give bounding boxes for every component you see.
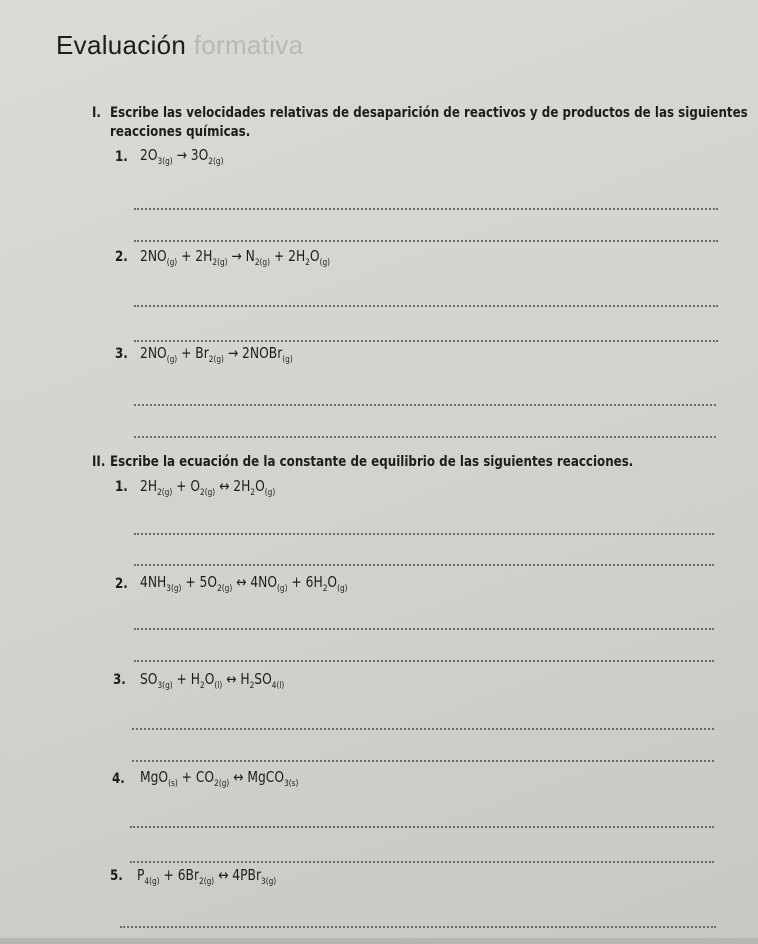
title-main: Evaluación xyxy=(56,30,187,60)
page-title xyxy=(56,30,303,61)
equation: $2NO_{(g)} + Br_{2(g)}$ → 2NOBr$_{(g)}$ xyxy=(140,344,293,365)
equation: $4NH_{3(g)} + 5O_{2(g)}$ ↔ $4NO_{(g)} + 6H_2O_{(g)}$ xyxy=(140,573,348,594)
item-number: 2. xyxy=(115,576,128,592)
answer-line[interactable] xyxy=(134,564,714,566)
title-faded: formativa xyxy=(193,30,304,60)
answer-line[interactable] xyxy=(134,436,716,438)
equation: $SO_{3(g)} + H_2O_{(l)}$ ↔ $H_2SO_{4(l)}$ xyxy=(140,670,285,691)
item-number: 4. xyxy=(112,771,125,787)
item-number: 3. xyxy=(113,672,126,688)
section-1-numeral: I. xyxy=(92,105,101,121)
answer-line[interactable] xyxy=(130,861,714,863)
item-number: 5. xyxy=(110,868,123,884)
answer-line[interactable] xyxy=(120,926,716,928)
answer-line[interactable] xyxy=(132,728,714,730)
answer-line[interactable] xyxy=(134,240,718,242)
answer-line[interactable] xyxy=(134,208,718,210)
section-1-heading xyxy=(92,104,748,142)
page-bottom-edge xyxy=(0,938,758,944)
section-2-numeral: II. xyxy=(92,454,106,470)
section-1-instruction-line2: reacciones químicas. xyxy=(110,124,251,140)
equation: $2O_{3(g)} \to 3O_{2(g)}$ xyxy=(140,146,224,167)
answer-line[interactable] xyxy=(134,340,718,342)
answer-line[interactable] xyxy=(134,660,714,662)
item-number: 1. xyxy=(115,479,128,495)
answer-line[interactable] xyxy=(130,826,714,828)
answer-line[interactable] xyxy=(134,305,718,307)
item-number: 1. xyxy=(115,149,128,165)
answer-line[interactable] xyxy=(134,628,714,630)
section-1-instruction-line1: Escribe las velocidades relativas de desaparición de reactivos y de productos de las siguientes xyxy=(110,105,748,121)
section-2-heading xyxy=(92,453,633,472)
equation: $2NO_{(g)} + 2H_{2(g)} \to N_{2(g)} + 2H_2O_{(g)}$ xyxy=(140,247,331,268)
section-2-instruction: Escribe la ecuación de la constante de equilibrio de las siguientes reacciones. xyxy=(110,454,634,470)
answer-line[interactable] xyxy=(134,404,716,406)
answer-line[interactable] xyxy=(132,760,714,762)
answer-line[interactable] xyxy=(134,533,714,535)
equation: $2H_{2(g)} + O_{2(g)}$ ↔ $2H_2O_{(g)}$ xyxy=(140,477,276,498)
item-number: 2. xyxy=(115,249,128,265)
equation: $P_{4(g)} + 6Br_{2(g)}$ ↔ 4PBr$_{3(g)}$ xyxy=(137,866,277,887)
item-number: 3. xyxy=(115,346,128,362)
equation: $MgO_{(s)} + CO_{2(g)}$ ↔ MgCO$_{3(s)}$ xyxy=(140,768,299,789)
